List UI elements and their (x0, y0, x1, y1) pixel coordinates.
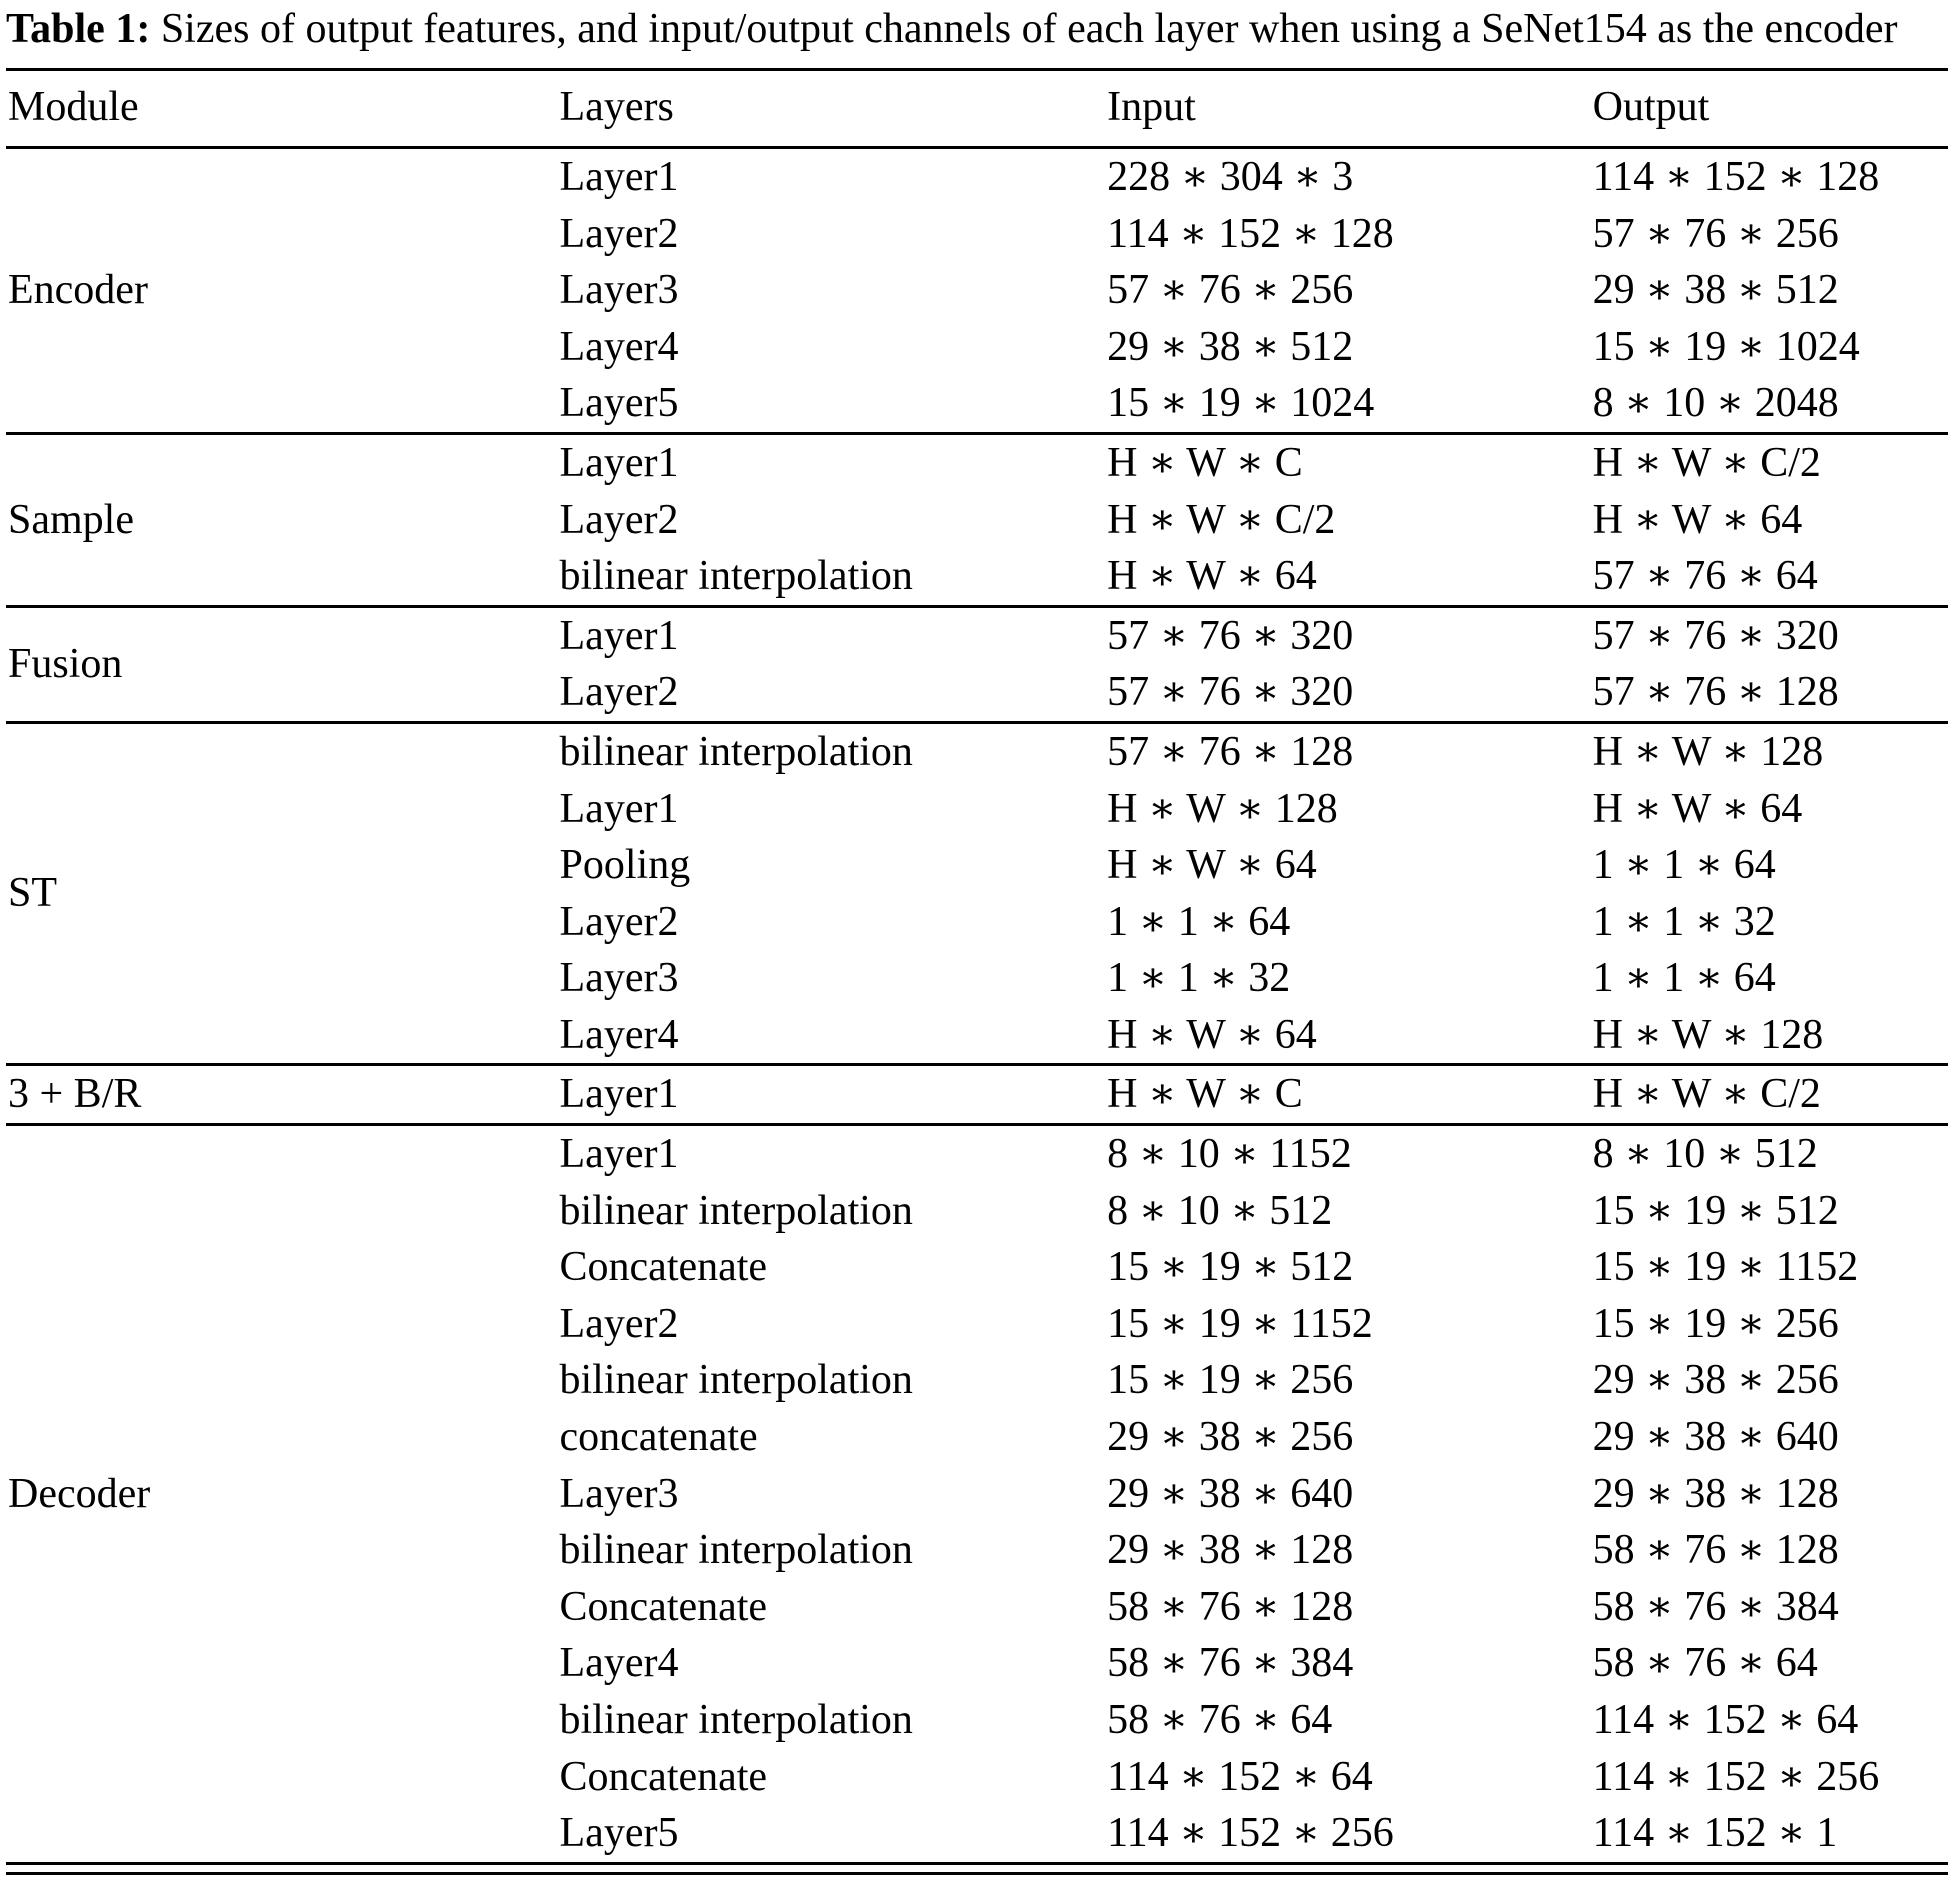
output-cell: 58 ∗ 76 ∗ 64 (1592, 1640, 1818, 1687)
input-cell: H ∗ W ∗ C/2 (1107, 496, 1336, 543)
table-row (6, 433, 1948, 491)
input-cell: 15 ∗ 19 ∗ 1152 (1107, 1300, 1373, 1347)
col-header-input: Input (1105, 70, 1591, 148)
layer-size-table (6, 68, 1948, 1864)
input-cell: 15 ∗ 19 ∗ 1024 (1107, 380, 1375, 427)
output-cell: 29 ∗ 38 ∗ 640 (1592, 1414, 1839, 1461)
layer-cell: Layer1 (558, 1125, 1106, 1183)
output-cell: H ∗ W ∗ C/2 (1591, 433, 1948, 491)
module-cell: Encoder (6, 147, 558, 433)
layer-cell: Layer2 (559, 210, 679, 257)
layer-cell: Layer1 (558, 147, 1106, 205)
input-cell: 29 ∗ 38 ∗ 256 (1107, 1414, 1354, 1461)
table-bottom-rule (6, 1872, 1948, 1875)
layer-cell: Concatenate (559, 1753, 768, 1800)
input-cell: 1 ∗ 1 ∗ 32 (1107, 955, 1291, 1002)
module-cell: Sample (6, 433, 558, 606)
layer-cell: Layer3 (559, 1470, 679, 1517)
col-header-output: Output (1591, 70, 1948, 148)
table-body (6, 147, 1948, 1863)
layer-cell: Layer2 (559, 669, 679, 716)
input-cell: 57 ∗ 76 ∗ 128 (1105, 722, 1591, 780)
input-cell: 114 ∗ 152 ∗ 128 (1107, 210, 1394, 257)
layer-cell: bilinear interpolation (559, 553, 913, 600)
output-cell: H ∗ W ∗ 64 (1592, 496, 1803, 543)
output-cell: 114 ∗ 152 ∗ 1 (1592, 1810, 1838, 1857)
input-cell: H ∗ W ∗ 64 (1107, 842, 1317, 889)
input-cell: 29 ∗ 38 ∗ 512 (1107, 323, 1354, 370)
layer-cell: bilinear interpolation (559, 1187, 913, 1234)
input-cell: 1 ∗ 1 ∗ 64 (1107, 898, 1291, 945)
input-cell: 114 ∗ 152 ∗ 64 (1107, 1753, 1373, 1800)
col-header-module: Module (6, 70, 558, 148)
layer-cell: Layer2 (559, 898, 679, 945)
input-cell: 58 ∗ 76 ∗ 64 (1107, 1697, 1333, 1744)
table-row (6, 1065, 1948, 1125)
output-cell: 1 ∗ 1 ∗ 64 (1592, 955, 1776, 1002)
table-row (6, 606, 1948, 664)
output-cell: 15 ∗ 19 ∗ 512 (1592, 1187, 1839, 1234)
output-cell: 114 ∗ 152 ∗ 128 (1591, 147, 1948, 205)
output-cell: 29 ∗ 38 ∗ 512 (1592, 267, 1839, 314)
layer-cell: Pooling (559, 842, 691, 889)
layer-cell: Layer3 (559, 267, 679, 314)
module-cell: ST (6, 722, 558, 1065)
table-caption (6, 4, 1948, 54)
output-cell: 29 ∗ 38 ∗ 256 (1592, 1357, 1839, 1404)
layer-cell: Layer2 (559, 496, 679, 543)
output-cell: H ∗ W ∗ 128 (1592, 1011, 1824, 1058)
output-cell: 1 ∗ 1 ∗ 64 (1592, 842, 1776, 889)
output-cell: 114 ∗ 152 ∗ 256 (1592, 1753, 1880, 1800)
input-cell: H ∗ W ∗ 128 (1107, 785, 1338, 832)
layer-cell: Layer1 (558, 433, 1106, 491)
input-cell: 57 ∗ 76 ∗ 256 (1107, 267, 1354, 314)
layer-cell: Layer5 (559, 380, 679, 427)
input-cell: 29 ∗ 38 ∗ 640 (1107, 1470, 1354, 1517)
layer-cell: Concatenate (559, 1244, 768, 1291)
col-header-layers: Layers (558, 70, 1106, 148)
input-cell: 15 ∗ 19 ∗ 256 (1107, 1357, 1354, 1404)
input-cell: 114 ∗ 152 ∗ 256 (1107, 1810, 1394, 1857)
input-cell: 8 ∗ 10 ∗ 512 (1107, 1187, 1333, 1234)
caption-label: Table 1: (6, 6, 151, 52)
layer-cell: bilinear interpolation (559, 1697, 913, 1744)
layer-cell: Layer2 (559, 1300, 679, 1347)
layer-cell: bilinear interpolation (558, 722, 1106, 780)
input-cell: 58 ∗ 76 ∗ 128 (1107, 1583, 1354, 1630)
output-cell: 58 ∗ 76 ∗ 128 (1592, 1527, 1839, 1574)
input-cell: 57 ∗ 76 ∗ 320 (1105, 606, 1591, 664)
layer-cell: Layer3 (559, 955, 679, 1002)
input-cell: H ∗ W ∗ C (1105, 433, 1591, 491)
output-cell: 114 ∗ 152 ∗ 64 (1592, 1697, 1859, 1744)
output-cell: 58 ∗ 76 ∗ 384 (1592, 1583, 1839, 1630)
header-row (6, 70, 1948, 148)
input-cell: H ∗ W ∗ C (1105, 1065, 1591, 1125)
output-cell: 8 ∗ 10 ∗ 2048 (1592, 380, 1839, 427)
output-cell: 29 ∗ 38 ∗ 128 (1592, 1470, 1839, 1517)
table-row (6, 1125, 1948, 1183)
table-row (6, 722, 1948, 780)
input-cell: H ∗ W ∗ 64 (1107, 553, 1317, 600)
output-cell: 15 ∗ 19 ∗ 256 (1592, 1300, 1839, 1347)
input-cell: 8 ∗ 10 ∗ 1152 (1105, 1125, 1591, 1183)
input-cell: 29 ∗ 38 ∗ 128 (1107, 1527, 1354, 1574)
input-cell: 228 ∗ 304 ∗ 3 (1105, 147, 1591, 205)
module-cell: 3 + B/R (6, 1065, 558, 1125)
layer-cell: Layer5 (559, 1810, 679, 1857)
output-cell: 57 ∗ 76 ∗ 64 (1592, 553, 1818, 600)
table-row (6, 147, 1948, 205)
layer-cell: Layer1 (558, 1065, 1106, 1125)
layer-cell: Layer1 (559, 785, 679, 832)
layer-cell: Layer4 (559, 1011, 679, 1058)
output-cell: H ∗ W ∗ C/2 (1591, 1065, 1948, 1125)
output-cell: 1 ∗ 1 ∗ 32 (1592, 898, 1776, 945)
layer-cell: bilinear interpolation (559, 1527, 913, 1574)
paper-page (6, 4, 1948, 1875)
output-cell: 15 ∗ 19 ∗ 1152 (1592, 1244, 1859, 1291)
input-cell: 57 ∗ 76 ∗ 320 (1107, 669, 1354, 716)
output-cell: H ∗ W ∗ 64 (1592, 785, 1803, 832)
module-cell: Decoder (6, 1125, 558, 1864)
input-cell: 58 ∗ 76 ∗ 384 (1107, 1640, 1354, 1687)
output-cell: 57 ∗ 76 ∗ 128 (1592, 669, 1839, 716)
output-cell: H ∗ W ∗ 128 (1591, 722, 1948, 780)
layer-cell: Layer4 (559, 1640, 679, 1687)
module-cell: Fusion (6, 606, 558, 722)
output-cell: 8 ∗ 10 ∗ 512 (1591, 1125, 1948, 1183)
output-cell: 15 ∗ 19 ∗ 1024 (1592, 323, 1860, 370)
input-cell: 15 ∗ 19 ∗ 512 (1107, 1244, 1354, 1291)
layer-cell: bilinear interpolation (559, 1357, 913, 1404)
layer-cell: Concatenate (559, 1583, 768, 1630)
layer-cell: Layer4 (559, 323, 679, 370)
layer-cell: Layer1 (558, 606, 1106, 664)
caption-text: Sizes of output features, and input/output channels of each layer when using a SeNet154 as the encoder (160, 6, 1898, 52)
output-cell: 57 ∗ 76 ∗ 256 (1592, 210, 1839, 257)
output-cell: 57 ∗ 76 ∗ 320 (1591, 606, 1948, 664)
layer-cell: concatenate (559, 1414, 758, 1461)
input-cell: H ∗ W ∗ 64 (1107, 1011, 1317, 1058)
